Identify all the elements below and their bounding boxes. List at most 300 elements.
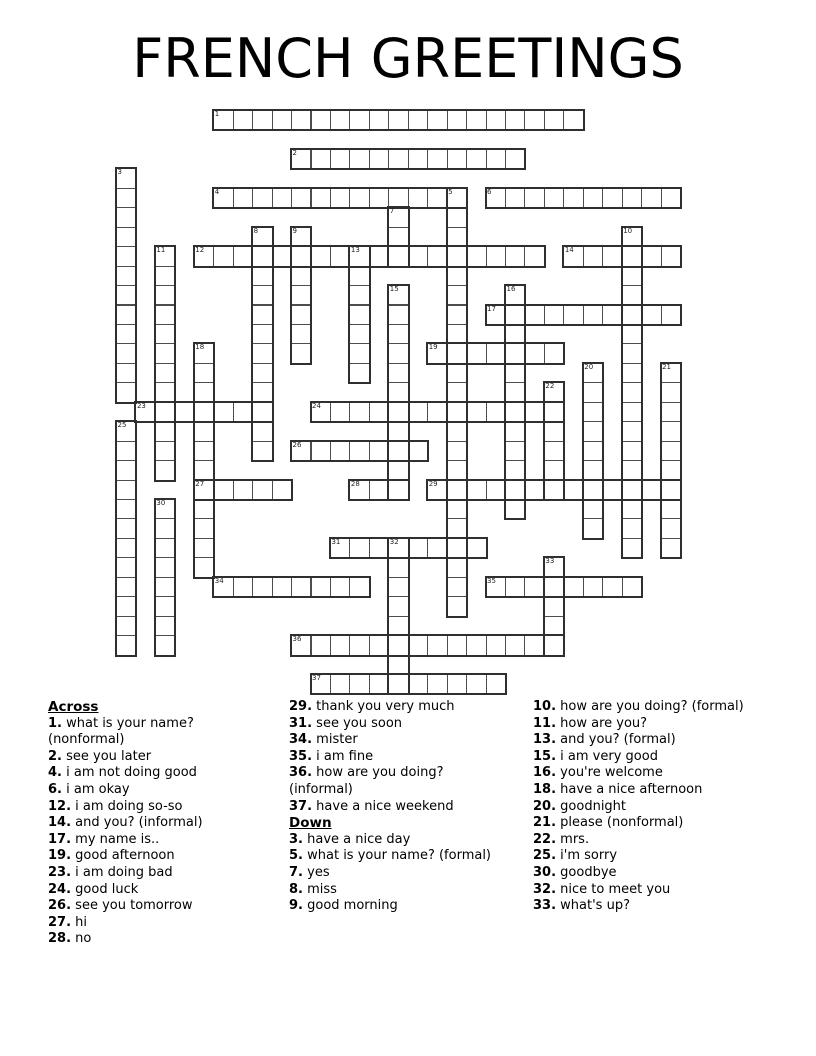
grid-cell[interactable] (349, 305, 369, 325)
grid-cell[interactable] (583, 499, 603, 519)
grid-cell[interactable] (349, 266, 369, 286)
grid-cell[interactable] (155, 266, 175, 286)
grid-cell[interactable] (408, 110, 428, 130)
grid-cell[interactable] (661, 246, 681, 266)
grid-cell[interactable] (524, 577, 544, 597)
grid-cell[interactable] (466, 635, 486, 655)
grid-cell[interactable] (388, 577, 408, 597)
grid-cell[interactable] (524, 305, 544, 325)
grid-cell[interactable] (524, 110, 544, 130)
grid-cell[interactable] (213, 402, 233, 422)
grid-cell[interactable] (602, 305, 622, 325)
grid-cell[interactable] (447, 460, 467, 480)
grid-cell[interactable] (116, 577, 136, 597)
grid-cell[interactable] (486, 480, 506, 500)
grid-cell[interactable] (272, 577, 292, 597)
grid-cell[interactable] (349, 577, 369, 597)
grid-cell[interactable] (194, 363, 214, 383)
grid-cell[interactable] (330, 188, 350, 208)
grid-cell[interactable] (155, 324, 175, 344)
grid-cell[interactable] (194, 402, 214, 422)
grid-cell[interactable] (388, 616, 408, 636)
grid-cell[interactable] (155, 441, 175, 461)
grid-cell[interactable] (155, 402, 175, 422)
grid-cell[interactable] (252, 285, 272, 305)
grid-cell[interactable] (447, 343, 467, 363)
grid-cell[interactable] (447, 227, 467, 247)
grid-cell[interactable] (252, 305, 272, 325)
grid-cell[interactable] (602, 577, 622, 597)
grid-cell[interactable] (388, 382, 408, 402)
grid-cell[interactable] (622, 441, 642, 461)
grid-cell[interactable] (116, 324, 136, 344)
grid-cell[interactable] (583, 382, 603, 402)
grid-cell[interactable] (116, 616, 136, 636)
grid-cell[interactable] (369, 538, 389, 558)
grid-cell[interactable] (291, 188, 311, 208)
grid-cell[interactable] (602, 246, 622, 266)
grid-cell[interactable] (466, 343, 486, 363)
grid-cell[interactable] (427, 674, 447, 694)
grid-cell[interactable] (661, 518, 681, 538)
grid-cell[interactable] (252, 110, 272, 130)
grid-cell[interactable] (544, 577, 564, 597)
grid-cell[interactable] (544, 305, 564, 325)
grid-cell[interactable] (194, 499, 214, 519)
grid-cell[interactable] (563, 305, 583, 325)
grid-cell[interactable] (622, 480, 642, 500)
grid-cell[interactable] (349, 674, 369, 694)
grid-cell[interactable] (408, 635, 428, 655)
grid-cell[interactable] (388, 324, 408, 344)
grid-cell[interactable] (544, 480, 564, 500)
grid-cell[interactable] (388, 402, 408, 422)
grid-cell[interactable] (155, 363, 175, 383)
grid-cell[interactable] (349, 363, 369, 383)
grid-cell[interactable] (252, 441, 272, 461)
grid-cell[interactable] (155, 518, 175, 538)
grid-cell[interactable] (194, 557, 214, 577)
grid-cell[interactable] (233, 577, 253, 597)
grid-cell[interactable] (622, 538, 642, 558)
grid-cell[interactable] (388, 188, 408, 208)
grid-cell[interactable] (330, 110, 350, 130)
grid-cell[interactable] (524, 246, 544, 266)
grid-cell[interactable] (408, 149, 428, 169)
grid-cell[interactable] (544, 110, 564, 130)
grid-cell[interactable] (486, 635, 506, 655)
grid-cell[interactable] (466, 149, 486, 169)
grid-cell[interactable] (369, 188, 389, 208)
grid-cell[interactable] (116, 207, 136, 227)
grid-cell[interactable] (252, 324, 272, 344)
grid-cell[interactable] (369, 246, 389, 266)
grid-cell[interactable] (505, 324, 525, 344)
grid-cell[interactable] (291, 266, 311, 286)
grid-cell[interactable] (447, 674, 467, 694)
grid-cell[interactable] (602, 480, 622, 500)
grid-cell[interactable] (369, 480, 389, 500)
grid-cell[interactable] (408, 402, 428, 422)
grid-cell[interactable] (116, 188, 136, 208)
grid-cell[interactable] (116, 596, 136, 616)
grid-cell[interactable] (544, 460, 564, 480)
grid-cell[interactable] (116, 518, 136, 538)
grid-cell[interactable] (661, 538, 681, 558)
grid-cell[interactable] (116, 266, 136, 286)
grid-cell[interactable] (349, 149, 369, 169)
grid-cell[interactable] (369, 149, 389, 169)
grid-cell[interactable] (661, 188, 681, 208)
grid-cell[interactable] (311, 577, 331, 597)
grid-cell[interactable] (583, 421, 603, 441)
grid-cell[interactable] (505, 480, 525, 500)
grid-cell[interactable] (524, 402, 544, 422)
grid-cell[interactable] (447, 305, 467, 325)
grid-cell[interactable] (447, 382, 467, 402)
grid-cell[interactable] (349, 635, 369, 655)
grid-cell[interactable] (583, 460, 603, 480)
grid-cell[interactable] (622, 324, 642, 344)
grid-cell[interactable] (408, 246, 428, 266)
grid-cell[interactable] (622, 402, 642, 422)
grid-cell[interactable] (505, 499, 525, 519)
grid-cell[interactable] (466, 110, 486, 130)
grid-cell[interactable] (427, 402, 447, 422)
grid-cell[interactable] (388, 305, 408, 325)
grid-cell[interactable] (388, 655, 408, 675)
grid-cell[interactable] (252, 421, 272, 441)
grid-cell[interactable] (349, 441, 369, 461)
grid-cell[interactable] (330, 402, 350, 422)
grid-cell[interactable] (349, 538, 369, 558)
grid-cell[interactable] (369, 110, 389, 130)
grid-cell[interactable] (622, 246, 642, 266)
grid-cell[interactable] (524, 188, 544, 208)
grid-cell[interactable] (116, 343, 136, 363)
grid-cell[interactable] (155, 343, 175, 363)
grid-cell[interactable] (388, 674, 408, 694)
grid-cell[interactable] (408, 188, 428, 208)
grid-cell[interactable] (233, 480, 253, 500)
grid-cell[interactable] (447, 635, 467, 655)
grid-cell[interactable] (466, 246, 486, 266)
grid-cell[interactable] (349, 188, 369, 208)
grid-cell[interactable] (622, 266, 642, 286)
grid-cell[interactable] (291, 246, 311, 266)
grid-cell[interactable] (661, 441, 681, 461)
grid-cell[interactable] (544, 596, 564, 616)
grid-cell[interactable] (330, 441, 350, 461)
grid-cell[interactable] (330, 246, 350, 266)
grid-cell[interactable] (505, 363, 525, 383)
grid-cell[interactable] (349, 285, 369, 305)
grid-cell[interactable] (505, 305, 525, 325)
grid-cell[interactable] (447, 499, 467, 519)
grid-cell[interactable] (447, 324, 467, 344)
grid-cell[interactable] (116, 499, 136, 519)
grid-cell[interactable] (563, 110, 583, 130)
grid-cell[interactable] (291, 285, 311, 305)
grid-cell[interactable] (622, 577, 642, 597)
grid-cell[interactable] (505, 246, 525, 266)
grid-cell[interactable] (544, 343, 564, 363)
grid-cell[interactable] (447, 246, 467, 266)
grid-cell[interactable] (330, 674, 350, 694)
grid-cell[interactable] (583, 577, 603, 597)
grid-cell[interactable] (369, 441, 389, 461)
grid-cell[interactable] (116, 557, 136, 577)
grid-cell[interactable] (233, 110, 253, 130)
grid-cell[interactable] (349, 343, 369, 363)
grid-cell[interactable] (388, 441, 408, 461)
grid-cell[interactable] (622, 305, 642, 325)
grid-cell[interactable] (194, 518, 214, 538)
grid-cell[interactable] (116, 441, 136, 461)
grid-cell[interactable] (524, 635, 544, 655)
grid-cell[interactable] (447, 441, 467, 461)
grid-cell[interactable] (349, 324, 369, 344)
grid-cell[interactable] (155, 285, 175, 305)
grid-cell[interactable] (505, 343, 525, 363)
grid-cell[interactable] (622, 285, 642, 305)
grid-cell[interactable] (622, 343, 642, 363)
grid-cell[interactable] (116, 227, 136, 247)
grid-cell[interactable] (622, 382, 642, 402)
grid-cell[interactable] (233, 188, 253, 208)
grid-cell[interactable] (505, 149, 525, 169)
grid-cell[interactable] (330, 149, 350, 169)
grid-cell[interactable] (155, 421, 175, 441)
grid-cell[interactable] (447, 538, 467, 558)
grid-cell[interactable] (291, 577, 311, 597)
grid-cell[interactable] (388, 149, 408, 169)
grid-cell[interactable] (388, 421, 408, 441)
grid-cell[interactable] (427, 188, 447, 208)
grid-cell[interactable] (427, 538, 447, 558)
grid-cell[interactable] (661, 480, 681, 500)
grid-cell[interactable] (155, 577, 175, 597)
grid-cell[interactable] (622, 188, 642, 208)
grid-cell[interactable] (505, 441, 525, 461)
grid-cell[interactable] (194, 421, 214, 441)
grid-cell[interactable] (388, 635, 408, 655)
grid-cell[interactable] (116, 538, 136, 558)
grid-cell[interactable] (155, 635, 175, 655)
grid-cell[interactable] (641, 480, 661, 500)
grid-cell[interactable] (544, 402, 564, 422)
grid-cell[interactable] (622, 363, 642, 383)
grid-cell[interactable] (349, 110, 369, 130)
grid-cell[interactable] (427, 246, 447, 266)
grid-cell[interactable] (505, 421, 525, 441)
grid-cell[interactable] (602, 188, 622, 208)
grid-cell[interactable] (311, 635, 331, 655)
grid-cell[interactable] (466, 538, 486, 558)
grid-cell[interactable] (291, 324, 311, 344)
grid-cell[interactable] (583, 246, 603, 266)
grid-cell[interactable] (194, 460, 214, 480)
grid-cell[interactable] (427, 110, 447, 130)
grid-cell[interactable] (388, 227, 408, 247)
grid-cell[interactable] (563, 188, 583, 208)
grid-cell[interactable] (174, 402, 194, 422)
grid-cell[interactable] (505, 635, 525, 655)
grid-cell[interactable] (155, 460, 175, 480)
grid-cell[interactable] (583, 305, 603, 325)
grid-cell[interactable] (388, 480, 408, 500)
grid-cell[interactable] (661, 402, 681, 422)
grid-cell[interactable] (116, 305, 136, 325)
grid-cell[interactable] (252, 382, 272, 402)
grid-cell[interactable] (252, 246, 272, 266)
grid-cell[interactable] (369, 402, 389, 422)
grid-cell[interactable] (155, 305, 175, 325)
grid-cell[interactable] (408, 674, 428, 694)
grid-cell[interactable] (330, 635, 350, 655)
grid-cell[interactable] (622, 421, 642, 441)
grid-cell[interactable] (252, 266, 272, 286)
grid-cell[interactable] (447, 266, 467, 286)
grid-cell[interactable] (466, 480, 486, 500)
grid-cell[interactable] (447, 421, 467, 441)
grid-cell[interactable] (505, 577, 525, 597)
grid-cell[interactable] (661, 382, 681, 402)
grid-cell[interactable] (233, 246, 253, 266)
grid-cell[interactable] (486, 402, 506, 422)
grid-cell[interactable] (272, 110, 292, 130)
grid-cell[interactable] (544, 188, 564, 208)
grid-cell[interactable] (311, 246, 331, 266)
grid-cell[interactable] (388, 596, 408, 616)
grid-cell[interactable] (563, 577, 583, 597)
grid-cell[interactable] (116, 480, 136, 500)
grid-cell[interactable] (388, 363, 408, 383)
grid-cell[interactable] (447, 557, 467, 577)
grid-cell[interactable] (641, 246, 661, 266)
grid-cell[interactable] (233, 402, 253, 422)
grid-cell[interactable] (155, 538, 175, 558)
grid-cell[interactable] (641, 188, 661, 208)
grid-cell[interactable] (272, 246, 292, 266)
grid-cell[interactable] (544, 421, 564, 441)
grid-cell[interactable] (252, 363, 272, 383)
grid-cell[interactable] (447, 110, 467, 130)
grid-cell[interactable] (583, 441, 603, 461)
grid-cell[interactable] (116, 285, 136, 305)
grid-cell[interactable] (252, 577, 272, 597)
grid-cell[interactable] (388, 110, 408, 130)
grid-cell[interactable] (563, 480, 583, 500)
grid-cell[interactable] (505, 460, 525, 480)
grid-cell[interactable] (369, 674, 389, 694)
grid-cell[interactable] (388, 557, 408, 577)
grid-cell[interactable] (369, 635, 389, 655)
grid-cell[interactable] (661, 305, 681, 325)
grid-cell[interactable] (583, 480, 603, 500)
grid-cell[interactable] (583, 402, 603, 422)
grid-cell[interactable] (213, 246, 233, 266)
grid-cell[interactable] (116, 382, 136, 402)
grid-cell[interactable] (466, 402, 486, 422)
grid-cell[interactable] (116, 460, 136, 480)
grid-cell[interactable] (524, 480, 544, 500)
grid-cell[interactable] (291, 110, 311, 130)
grid-cell[interactable] (447, 596, 467, 616)
grid-cell[interactable] (194, 538, 214, 558)
grid-cell[interactable] (408, 441, 428, 461)
grid-cell[interactable] (641, 305, 661, 325)
grid-cell[interactable] (505, 382, 525, 402)
grid-cell[interactable] (116, 363, 136, 383)
grid-cell[interactable] (330, 577, 350, 597)
grid-cell[interactable] (447, 285, 467, 305)
grid-cell[interactable] (194, 441, 214, 461)
grid-cell[interactable] (486, 246, 506, 266)
grid-cell[interactable] (311, 149, 331, 169)
grid-cell[interactable] (505, 402, 525, 422)
grid-cell[interactable] (427, 149, 447, 169)
grid-cell[interactable] (447, 363, 467, 383)
grid-cell[interactable] (272, 480, 292, 500)
grid-cell[interactable] (447, 480, 467, 500)
grid-cell[interactable] (155, 596, 175, 616)
grid-cell[interactable] (311, 441, 331, 461)
grid-cell[interactable] (524, 343, 544, 363)
grid-cell[interactable] (194, 382, 214, 402)
grid-cell[interactable] (505, 188, 525, 208)
grid-cell[interactable] (349, 402, 369, 422)
grid-cell[interactable] (661, 499, 681, 519)
grid-cell[interactable] (622, 518, 642, 538)
grid-cell[interactable] (447, 402, 467, 422)
grid-cell[interactable] (311, 110, 331, 130)
grid-cell[interactable] (486, 674, 506, 694)
grid-cell[interactable] (583, 518, 603, 538)
grid-cell[interactable] (447, 518, 467, 538)
grid-cell[interactable] (213, 480, 233, 500)
grid-cell[interactable] (486, 149, 506, 169)
grid-cell[interactable] (252, 480, 272, 500)
grid-cell[interactable] (252, 188, 272, 208)
grid-cell[interactable] (388, 460, 408, 480)
grid-cell[interactable] (447, 577, 467, 597)
grid-cell[interactable] (447, 149, 467, 169)
grid-cell[interactable] (544, 635, 564, 655)
grid-cell[interactable] (544, 441, 564, 461)
grid-cell[interactable] (447, 207, 467, 227)
grid-cell[interactable] (311, 188, 331, 208)
grid-cell[interactable] (155, 616, 175, 636)
grid-cell[interactable] (505, 110, 525, 130)
grid-cell[interactable] (583, 188, 603, 208)
grid-cell[interactable] (661, 421, 681, 441)
grid-cell[interactable] (155, 557, 175, 577)
grid-cell[interactable] (388, 343, 408, 363)
grid-cell[interactable] (486, 343, 506, 363)
grid-cell[interactable] (486, 110, 506, 130)
grid-cell[interactable] (252, 402, 272, 422)
grid-cell[interactable] (116, 635, 136, 655)
grid-cell[interactable] (622, 499, 642, 519)
grid-cell[interactable] (661, 460, 681, 480)
grid-cell[interactable] (408, 538, 428, 558)
grid-cell[interactable] (388, 246, 408, 266)
grid-cell[interactable] (116, 246, 136, 266)
grid-cell[interactable] (291, 343, 311, 363)
grid-cell[interactable] (622, 460, 642, 480)
grid-cell[interactable] (544, 616, 564, 636)
